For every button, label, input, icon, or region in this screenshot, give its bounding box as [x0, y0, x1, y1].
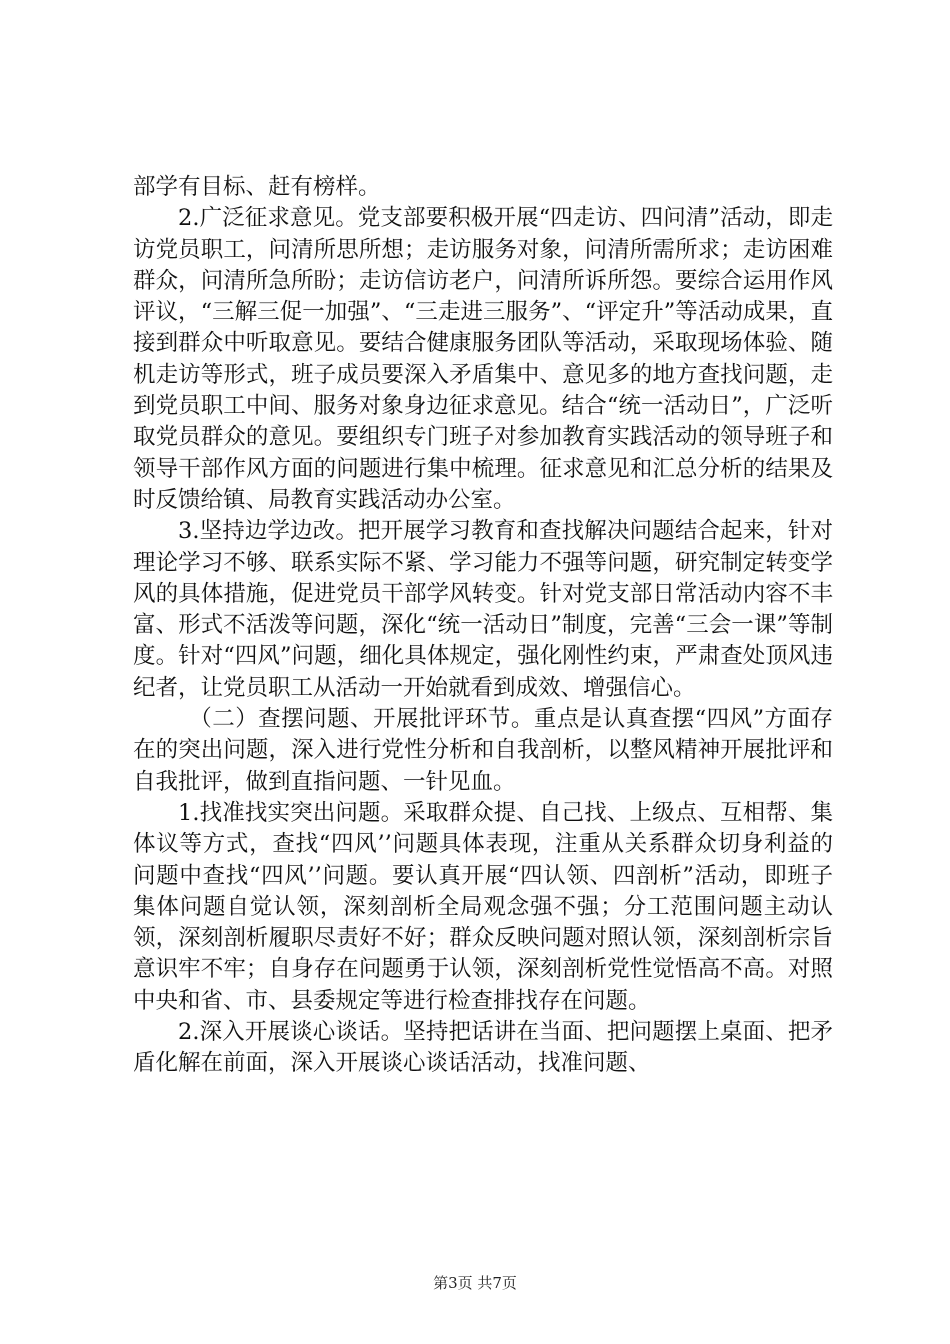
page-number-footer: 第3页 共7页: [433, 1274, 517, 1292]
paragraph-solicit-opinions: 2.广泛征求意见。党支部要积极开展“四走访、四问清”活动，即走访党员职工，问清所思所想；走访服务对象，问清所需所求；走访困难群众，问清所急所盼；走访信访老户，问清所诉所怨。要综合运用作风评议，“三解三促一加强”、“三走进三服务”、“评定升”等活动成果，直接到群众中听取意见。要结合健康服务团队等活动，采取现场体验、随机走访等形式，班子成员要深入矛盾集中、意见多的地方查找问题，走到党员职工中间、服务对象身边征求意见。结合“统一活动日”，广泛听取党员群众的意见。要组织专门班子对参加教育实践活动的领导班子和领导干部作风方面的问题进行集中梳理。征求意见和汇总分析的结果及时反馈给镇、局教育实践活动办公室。: [133, 205, 833, 513]
document-body: [133, 172, 833, 1080]
paragraph-learn-and-correct: 3.坚持边学边改。把开展学习教育和查找解决问题结合起来，针对理论学习不够、联系实际不紧、学习能力不强等问题，研究制定转变学风的具体措施，促进党员干部学风转变。针对党支部日常活动内容不丰富、形式不活泼等问题，深化“统一活动日”制度，完善“三会一课”等制度。针对“四风”问题，细化具体规定，强化刚性约束，严肃查处顶风违纪者，让党员职工从活动一开始就看到成效、增强信心。: [133, 518, 833, 701]
paragraph-identify-problems: 1.找准找实突出问题。采取群众提、自己找、上级点、互相帮、集体议等方式，查找“四风’’问题具体表现，注重从关系群众切身利益的问题中查找“四风’’问题。要认真开展“四认领、四剖析”活动，即班子集体问题自觉认领，深刻剖析全局观念强不强；分工范围问题主动认领，深刻剖析履职尽责好不好；群众反映问题对照认领，深刻剖析宗旨意识牢不牢；自身存在问题勇于认领，深刻剖析党性觉悟高不高。对照中央和省、市、县委规定等进行检查排找存在问题。: [133, 799, 833, 1014]
paragraph-heart-to-heart-talks: 2.深入开展谈心谈话。坚持把话讲在当面、把问题摆上桌面、把矛盾化解在前面，深入开展谈心谈话活动，找准问题、: [133, 1019, 833, 1077]
paragraph-section-two-heading: （二）查摆问题、开展批评环节。重点是认真查摆“四风”方面存在的突出问题，深入进行党性分析和自我剖析，以整风精神开展批评和自我批评，做到直指问题、一针见血。: [133, 706, 833, 795]
paragraph-continuation: 部学有目标、赶有榜样。: [133, 174, 381, 200]
